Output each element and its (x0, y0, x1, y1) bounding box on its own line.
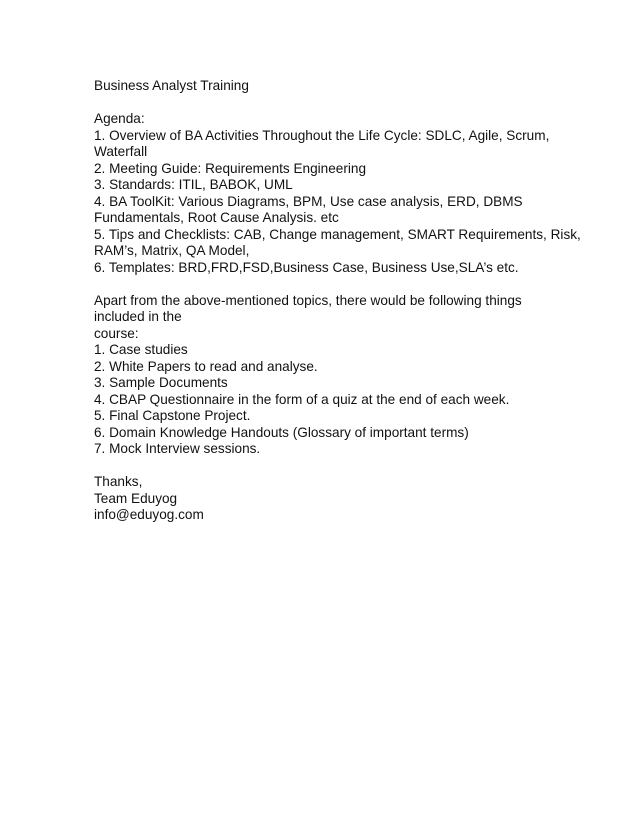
list-item: 4. CBAP Questionnaire in the form of a quiz at the end of each week. (94, 391, 510, 407)
spacer (94, 95, 564, 112)
agenda-line: 3. Standards: ITIL, BABOK, UML (94, 177, 293, 192)
closing-text: Thanks, (94, 474, 143, 489)
list-item: 1. Case studies (94, 342, 188, 357)
agenda-list (94, 127, 581, 277)
agenda-line: 5. Tips and Checklists: CAB, Change management, SMART Requirements, Risk, (94, 226, 581, 242)
document-page (94, 78, 581, 524)
list-item: 5. Final Capstone Project. (94, 408, 251, 423)
contact-email: info@eduyog.com (94, 507, 204, 522)
document-title: Business Analyst Training (94, 78, 249, 93)
agenda-heading: Agenda: (94, 111, 145, 126)
agenda-line: 6. Templates: BRD,FRD,FSD,Business Case, Business Use,SLA’s etc. (94, 259, 519, 275)
intro-line: included in the (94, 309, 182, 324)
course-intro (94, 293, 564, 343)
list-item: 7. Mock Interview sessions. (94, 441, 261, 456)
agenda-line: Fundamentals, Root Cause Analysis. etc (94, 210, 339, 225)
intro-line: Apart from the above-mentioned topics, there would be following things (94, 292, 522, 308)
signature-text: Team Eduyog (94, 490, 178, 506)
agenda-line: 2. Meeting Guide: Requirements Engineering (94, 160, 367, 176)
list-item: 3. Sample Documents (94, 375, 228, 390)
intro-line: course: (94, 325, 139, 341)
list-item: 6. Domain Knowledge Handouts (Glossary of important terms) (94, 424, 469, 440)
spacer (94, 276, 564, 293)
agenda-line: 1. Overview of BA Activities Throughout the Life Cycle: SDLC, Agile, Scrum, (94, 127, 550, 143)
course-items-list (94, 342, 564, 458)
agenda-line: Waterfall (94, 144, 148, 159)
agenda-line: RAM’s, Matrix, QA Model, (94, 243, 250, 258)
agenda-line: 4. BA ToolKit: Various Diagrams, BPM, Use case analysis, ERD, DBMS (94, 193, 523, 209)
list-item: 2. White Papers to read and analyse. (94, 358, 318, 374)
spacer (94, 458, 564, 475)
